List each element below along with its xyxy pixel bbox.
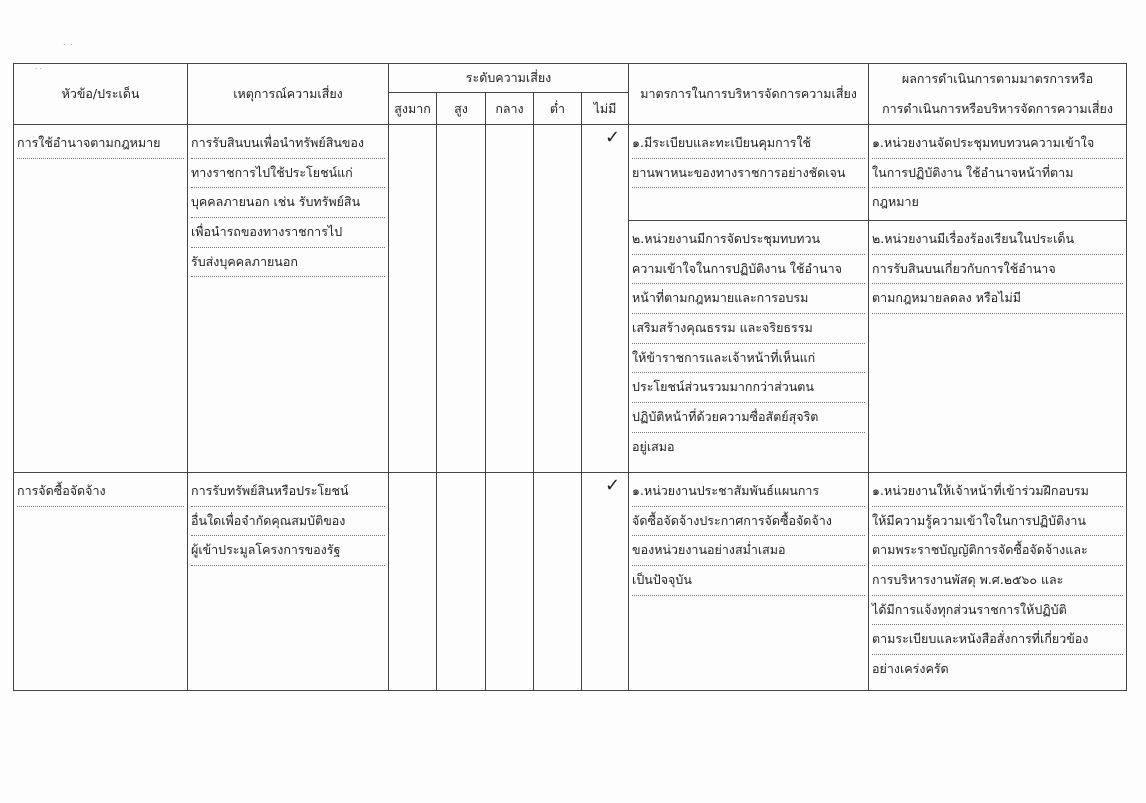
result-line: กฎหมาย <box>872 194 919 210</box>
result-line: ๑.หน่วยงานจัดประชุมทบทวนความเข้าใจ <box>872 129 1123 159</box>
topic-text: การจัดซื้อจัดจ้าง <box>17 477 184 507</box>
result-line: ตามกฎหมายลดลง หรือไม่มี <box>872 284 1123 314</box>
measure-line: เสริมสร้างคุณธรรม และจริยธรรม <box>632 314 865 344</box>
level-none-cell <box>582 473 629 691</box>
header-level-medium: กลาง <box>486 93 534 125</box>
result-line: อย่างเคร่งครัด <box>872 661 949 677</box>
level-high-cell <box>437 125 486 473</box>
header-event: เหตุการณ์ความเสี่ยง <box>188 64 389 125</box>
check-mark-icon: ✓ <box>604 127 621 148</box>
event-line: ทางราชการไปใช้ประโยชน์แก่ <box>191 159 385 189</box>
measure-line: ความเข้าใจในการปฏิบัติงาน ใช้อำนาจ <box>632 255 865 285</box>
topic-cell <box>14 125 188 473</box>
result-line: ตามพระราชบัญญัติการจัดซื้อจัดจ้างและ <box>872 536 1123 566</box>
table-row <box>14 125 1127 221</box>
event-line: การรับทรัพย์สินหรือประโยชน์ <box>191 477 385 507</box>
level-medium-cell <box>486 125 534 473</box>
level-low-cell <box>534 473 582 691</box>
measure-line: ให้ข้าราชการและเจ้าหน้าที่เห็นแก่ <box>632 344 865 374</box>
result-line: ๒.หน่วยงานมีเรื่องร้องเรียนในประเด็น <box>872 225 1123 255</box>
result-line: ๑.หน่วยงานให้เจ้าหน้าที่เข้าร่วมฝึกอบรม <box>872 477 1123 507</box>
check-mark-icon: ✓ <box>604 475 621 496</box>
level-very-high-cell <box>389 473 437 691</box>
measure-cell <box>629 125 869 221</box>
result-line: ตามระเบียบและหนังสือสั่งการที่เกี่ยวข้อง <box>872 625 1123 655</box>
event-cell <box>188 473 389 691</box>
event-line: อื่นใดเพื่อจำกัดคุณสมบัติของ <box>191 507 385 537</box>
risk-assessment-table <box>13 63 1127 691</box>
scan-speck: ˙ ˙ <box>62 44 74 54</box>
topic-cell <box>14 473 188 691</box>
level-none-cell <box>582 125 629 473</box>
measure-line: ๒.หน่วยงานมีการจัดประชุมทบทวน <box>632 225 865 255</box>
event-line: เพื่อนำรถของทางราชการไป <box>191 218 385 248</box>
result-cell <box>869 125 1127 221</box>
header-level-high: สูง <box>437 93 486 125</box>
measure-line: ของหน่วยงานอย่างสม่ำเสมอ <box>632 536 865 566</box>
measure-cell <box>629 221 869 473</box>
measure-line: อยู่เสมอ <box>632 438 675 454</box>
measure-line: เป็นปัจจุบัน <box>632 566 865 596</box>
header-level-none: ไม่มี <box>582 93 629 125</box>
header-result-line2: การดำเนินการหรือบริหารจัดการความเสี่ยง <box>882 101 1113 116</box>
header-row <box>14 64 1127 93</box>
scan-speck: ˙˙ <box>34 68 43 78</box>
measure-cell <box>629 473 869 691</box>
event-line: รับส่งบุคคลภายนอก <box>191 248 385 278</box>
level-medium-cell <box>486 473 534 691</box>
result-line: การรับสินบนเกี่ยวกับการใช้อำนาจ <box>872 255 1123 285</box>
event-line: ผู้เข้าประมูลโครงการของรัฐ <box>191 536 385 566</box>
header-result-line1: ผลการดำเนินการตามมาตรการหรือ <box>901 71 1094 86</box>
result-line: การบริหารงานพัสดุ พ.ศ.๒๕๖๐ และ <box>872 566 1123 596</box>
measure-line: ยานพาหนะของทางราชการอย่างชัดเจน <box>632 159 865 189</box>
measure-line: ๑.หน่วยงานประชาสัมพันธ์แผนการ <box>632 477 865 507</box>
level-high-cell <box>437 473 486 691</box>
measure-line: ๑.มีระเบียบและทะเบียนคุมการใช้ <box>632 129 865 159</box>
event-cell <box>188 125 389 473</box>
table-row <box>14 473 1127 691</box>
measure-line: จัดซื้อจัดจ้างประกาศการจัดซื้อจัดจ้าง <box>632 507 865 537</box>
result-line: ในการปฏิบัติงาน ใช้อำนาจหน้าที่ตาม <box>872 159 1123 189</box>
topic-text: การใช้อำนาจตามกฎหมาย <box>17 129 184 159</box>
measure-line: หน้าที่ตามกฎหมายและการอบรม <box>632 284 865 314</box>
result-line: ได้มีการแจ้งทุกส่วนราชการให้ปฏิบัติ <box>872 596 1123 626</box>
result-cell <box>869 473 1127 691</box>
result-line: ให้มีความรู้ความเข้าใจในการปฏิบัติงาน <box>872 507 1123 537</box>
header-risk-level: ระดับความเสี่ยง <box>389 64 629 93</box>
event-line: บุคคลภายนอก เช่น รับทรัพย์สิน <box>191 188 385 218</box>
measure-line: ปฏิบัติหน้าที่ด้วยความซื่อสัตย์สุจริต <box>632 403 865 433</box>
event-line: การรับสินบนเพื่อนำทรัพย์สินของ <box>191 129 385 159</box>
measure-line: ประโยชน์ส่วนรวมมากกว่าส่วนตน <box>632 373 865 403</box>
level-low-cell <box>534 125 582 473</box>
result-cell <box>869 221 1127 473</box>
header-level-very-high: สูงมาก <box>389 93 437 125</box>
header-result <box>869 64 1127 125</box>
level-very-high-cell <box>389 125 437 473</box>
header-level-low: ต่ำ <box>534 93 582 125</box>
header-measure: มาตรการในการบริหารจัดการความเสี่ยง <box>629 64 869 125</box>
header-topic: หัวข้อ/ประเด็น <box>14 64 188 125</box>
